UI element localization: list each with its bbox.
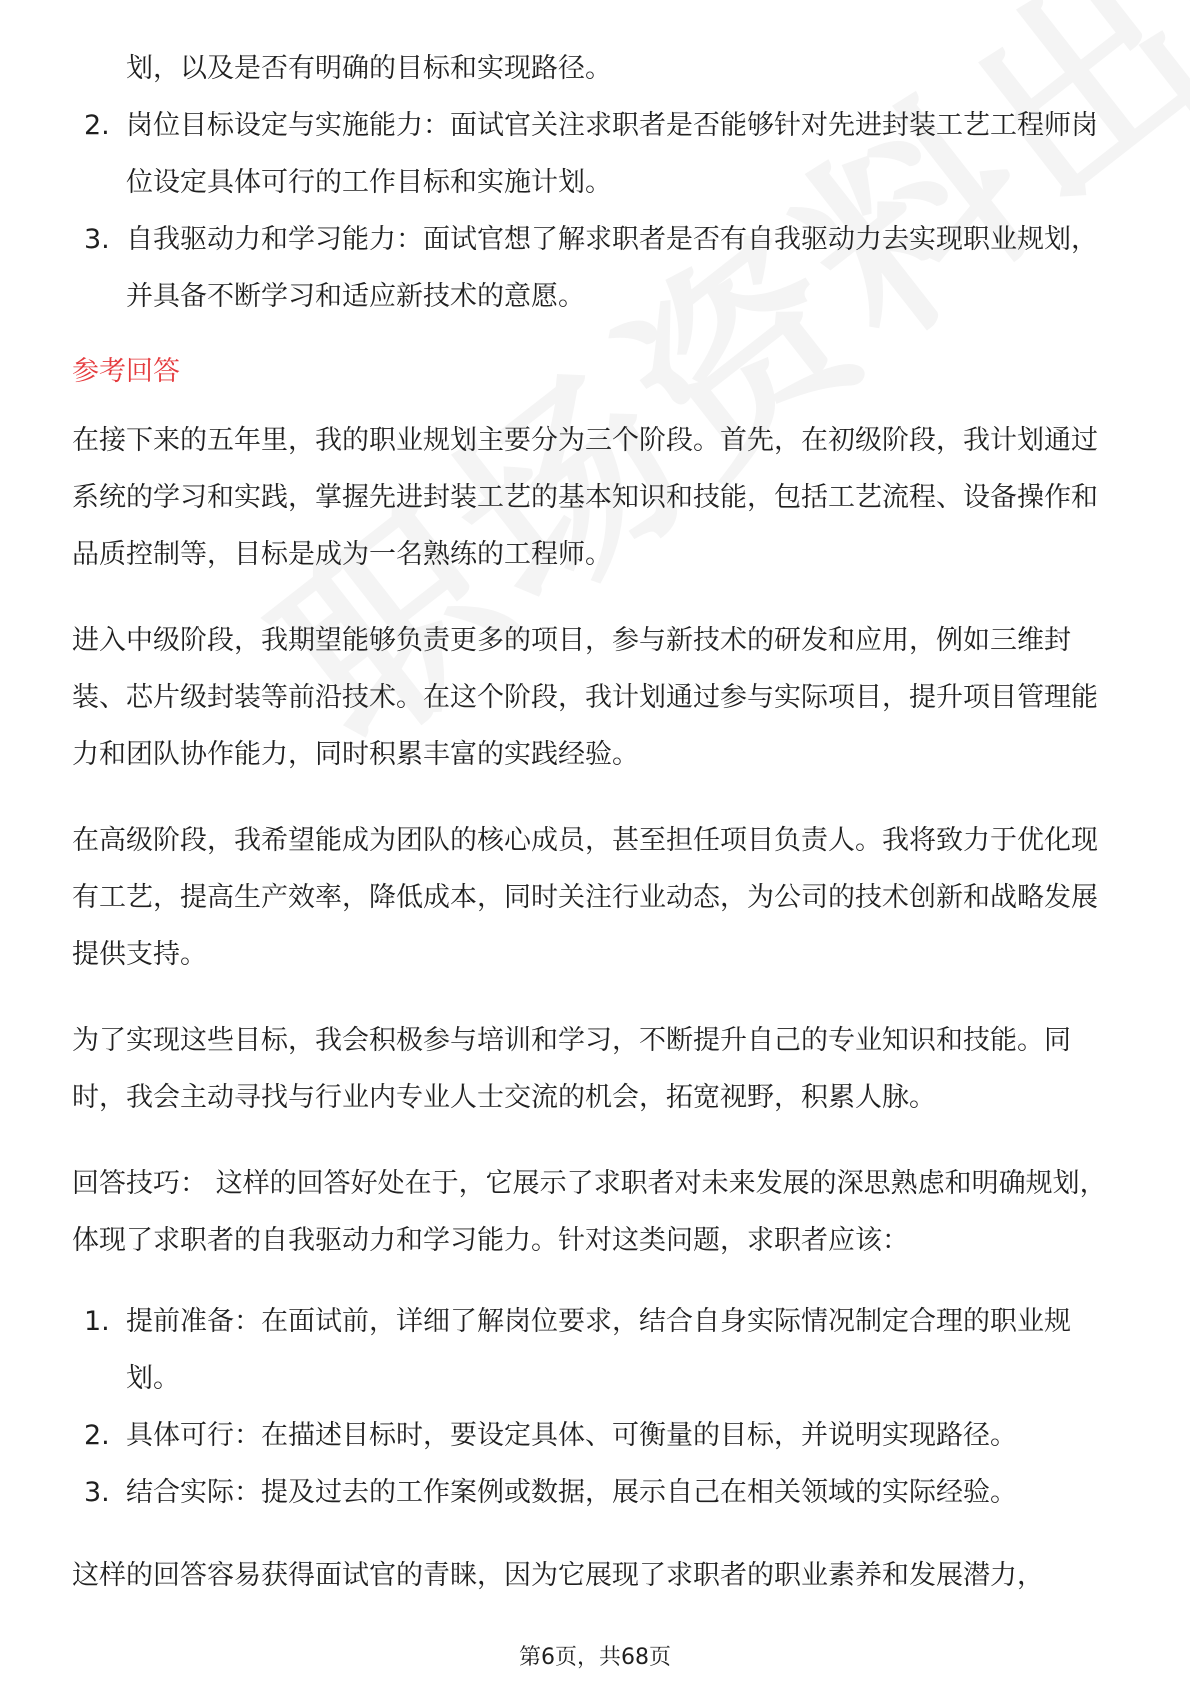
list-item-continuation: 划，以及是否有明确的目标和实现路径。 <box>126 53 612 84</box>
answer-paragraph: 在高级阶段，我希望能成为团队的核心成员，甚至担任项目负责人。我将致力于优化现有工艺，提高生产效率，降低成本，同时关注行业动态，为公司的技术创新和战略发展提供支持。 <box>72 825 1098 970</box>
list-item <box>72 97 1122 211</box>
page-number: 第6页，共68页 <box>519 1645 671 1670</box>
answer-paragraph: 为了实现这些目标，我会积极参与培训和学习，不断提升自己的专业知识和技能。同时，我会主动寻找与行业内专业人士交流的机会，拓宽视野，积累人脉。 <box>72 1025 1071 1113</box>
list-item <box>72 1464 1122 1521</box>
criteria-list <box>72 97 1122 325</box>
list-item-number: 3. <box>84 1477 110 1508</box>
list-item-text: 岗位目标设定与实施能力：面试官关注求职者是否能够针对先进封装工艺工程师岗位设定具体可行的工作目标和实施计划。 <box>126 110 1098 198</box>
answer-paragraph: 进入中级阶段，我期望能够负责更多的项目，参与新技术的研发和应用，例如三维封装、芯片级封装等前沿技术。在这个阶段，我计划通过参与实际项目，提升项目管理能力和团队协作能力，同时积累丰富的实践经验。 <box>72 625 1098 770</box>
list-item <box>72 1407 1122 1464</box>
list-item-number: 2. <box>84 110 110 141</box>
list-item-text: 具体可行：在描述目标时，要设定具体、可衡量的目标，并说明实现路径。 <box>126 1420 1017 1451</box>
list-item-text: 自我驱动力和学习能力：面试官想了解求职者是否有自我驱动力去实现职业规划，并具备不断学习和适应新技术的意愿。 <box>126 224 1098 312</box>
list-item-text: 结合实际：提及过去的工作案例或数据，展示自己在相关领域的实际经验。 <box>126 1477 1017 1508</box>
document-content <box>72 40 1122 1633</box>
section-title: 参考回答 <box>72 356 180 387</box>
list-item-text: 提前准备：在面试前，详细了解岗位要求，结合自身实际情况制定合理的职业规划。 <box>126 1306 1071 1394</box>
tips-paragraph: 回答技巧： 这样的回答好处在于，它展示了求职者对未来发展的深思熟虑和明确规划，体现了求职者的自我驱动力和学习能力。针对这类问题，求职者应该： <box>72 1168 1107 1256</box>
list-item <box>72 211 1122 325</box>
list-item-number: 2. <box>84 1420 110 1451</box>
list-item-number: 1. <box>84 1306 110 1337</box>
list-item-number: 3. <box>84 224 110 255</box>
list-item <box>72 1293 1122 1407</box>
tips-list <box>72 1293 1122 1521</box>
answer-paragraph: 在接下来的五年里，我的职业规划主要分为三个阶段。首先，在初级阶段，我计划通过系统的学习和实践，掌握先进封装工艺的基本知识和技能，包括工艺流程、设备操作和品质控制等，目标是成为一名熟练的工程师。 <box>72 425 1098 570</box>
closing-paragraph: 这样的回答容易获得面试官的青睐，因为它展现了求职者的职业素养和发展潜力， <box>72 1560 1044 1591</box>
